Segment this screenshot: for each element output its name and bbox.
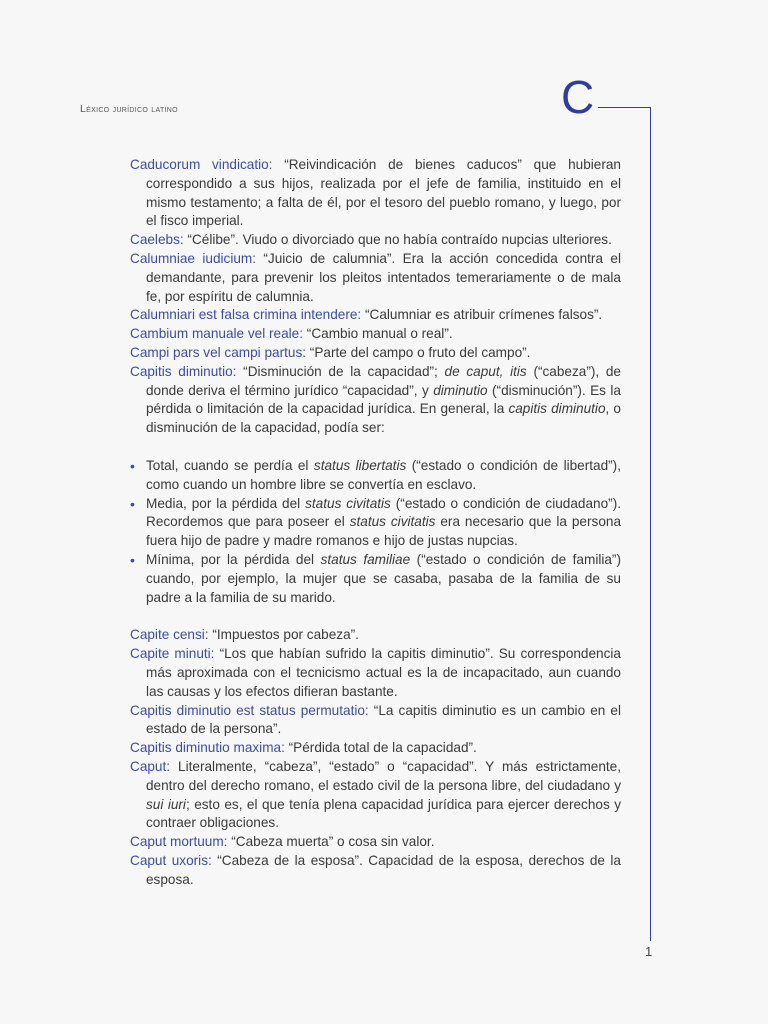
entry-cambium: Cambium manuale vel reale: “Cambio manual o real”. bbox=[130, 326, 453, 342]
bullet-icon: • bbox=[130, 551, 135, 568]
entry-calumniari: Calumniari est falsa crimina intendere: “Calumniar es atribuir crímenes falsos”. bbox=[130, 307, 603, 323]
page-number: 1 bbox=[645, 944, 653, 959]
entry-caelebs: Caelebs: “Célibe”. Viudo o divorciado que no había contraído nupcias ulteriores. bbox=[130, 232, 612, 248]
entry-caput-mortuum: Caput mortuum: “Cabeza muerta” o cosa sin valor. bbox=[130, 834, 435, 850]
entry-caput: Caput: Literalmente, “cabeza”, “estado” o “capacidad”. Y más estrictamente, dentro del derecho romano, el estado civil de la persona libre, del ciudadano y sui iuri; esto es, el que tenía plena capacidad jurídica para ejercer derechos y contraer obligaciones. bbox=[130, 758, 622, 831]
rule-horizontal bbox=[598, 107, 651, 108]
entry-campi: Campi pars vel campi partus: “Parte del campo o fruto del campo”. bbox=[130, 344, 531, 360]
bullet-icon: • bbox=[130, 495, 135, 512]
entry-caducorum: Caducorum vindicatio: “Reivindicación de bienes caducos” que hubieran correspondido a sus hijos, realizada por el jefe de familia, instituido en el mismo testamento; a falta de él, por el tesoro del pueblo romano, y luego, por el fisco imperial. bbox=[130, 157, 621, 229]
rule-vertical bbox=[650, 107, 651, 941]
entry-capitis-maxima: Capitis diminutio maxima: “Pérdida total de la capacidad”. bbox=[130, 740, 477, 756]
capitis-list bbox=[130, 457, 621, 607]
glossary-content bbox=[130, 156, 621, 889]
entry-capitis-permutatio: Capitis diminutio est status permutatio: “La capitis diminutio es un cambio en el estado de la persona”. bbox=[130, 702, 622, 737]
section-letter: C bbox=[561, 71, 595, 123]
entry-capite-censi: Capite censi: “Impuestos por cabeza”. bbox=[130, 627, 359, 643]
bullet-icon: • bbox=[130, 457, 135, 474]
entry-caput-uxoris: Caput uxoris: “Cabeza de la esposa”. Capacidad de la esposa, derechos de la esposa. bbox=[130, 852, 621, 887]
entry-calumniae: Calumniae iudicium: “Juicio de calumnia”. Era la acción concedida contra el demandante, para prevenir los pleitos intentados temerariamente o de mala fe, por espíritu de calumnia. bbox=[130, 250, 621, 304]
list-item: • Media, por la pérdida del status civitatis (“estado o condición de ciudadano”). Recordemos que para poseer el status civitatis era necesario que la persona fuera hijo de padre y madre romanos e hijo de justas nupcias. bbox=[130, 495, 621, 549]
entry-capite-minuti: Capite minuti: “Los que habían sufrido la capitis diminutio”. Su correspondencia más aproximada con el tecnicismo actual es la de incapacitado, aun cuando las causas y los efectos difieran bastante. bbox=[130, 646, 621, 699]
book-title: Léxico jurídico latino bbox=[80, 103, 178, 115]
entry-capitis-diminutio: Capitis diminutio: “Disminución de la capacidad”; de caput, itis (“cabeza”), de donde deriva el término jurídico “capacidad”, y diminutio (“disminución”). Es la pérdida o limitación de la capacidad jurídica. En general, la capitis diminutio, o disminución de la capacidad, podía ser: bbox=[130, 363, 621, 436]
list-item: • Total, cuando se perdía el status libertatis (“estado o condición de libertad”), como cuando un hombre libre se convertía en esclavo. bbox=[130, 457, 621, 492]
list-item: • Mínima, por la pérdida del status familiae (“estado o condición de familia”) cuando, por ejemplo, la mujer que se casaba, pasaba de la familia de su padre a la familia de su marido. bbox=[130, 551, 621, 605]
